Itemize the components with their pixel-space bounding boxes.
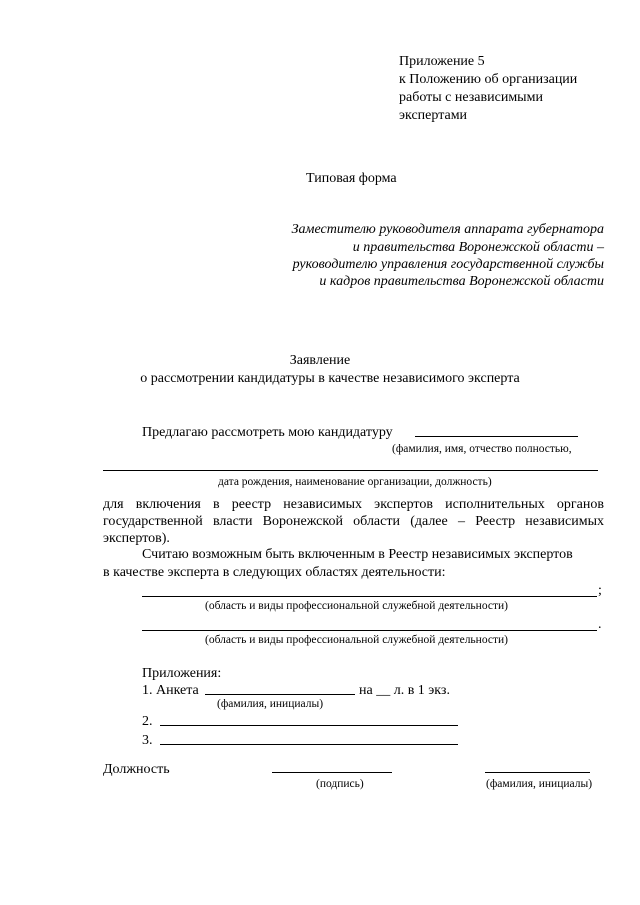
addressee-line-1: Заместителю руководителя аппарата губернатора <box>291 222 604 237</box>
fio-underline <box>415 436 578 437</box>
attachment-2-underline <box>160 725 458 726</box>
appendix-line-1: Приложение 5 <box>399 54 485 69</box>
attachment-3-underline <box>160 744 458 745</box>
addressee-line-2: и правительства Воронежской области – <box>352 240 604 255</box>
area-end-2: . <box>598 617 602 632</box>
signature-hint: (подпись) <box>316 778 364 790</box>
area-end-1: ; <box>598 583 602 598</box>
area-underline-1 <box>142 596 597 597</box>
position-label: Должность <box>103 762 170 777</box>
name-hint: (фамилия, инициалы) <box>486 778 593 790</box>
area-hint-1: (область и виды профессиональной служебной деятельности) <box>205 600 508 612</box>
attachments-heading: Приложения: <box>142 666 222 681</box>
birth-org-hint: дата рождения, наименование организации, должность) <box>218 476 492 488</box>
birth-org-underline <box>103 470 598 471</box>
document-title: Заявление <box>289 353 351 368</box>
proposal-text: Предлагаю рассмотреть мою кандидатуру <box>142 425 393 440</box>
attachment-1-underline <box>205 694 355 695</box>
document-subtitle: о рассмотрении кандидатуры в качестве независимого эксперта <box>140 371 520 386</box>
inclusion-paragraph: для включения в реестр независимых экспертов исполнительных органов государственной власти Воронежской области (далее – Реестр независимых экспертов). <box>103 497 604 546</box>
consider-line-2: в качестве эксперта в следующих областях деятельности: <box>103 565 446 580</box>
fio-hint: (фамилия, имя, отчество полностью, <box>392 443 572 455</box>
signature-underline <box>272 772 392 773</box>
area-hint-2: (область и виды профессиональной служебной деятельности) <box>205 634 508 646</box>
area-underline-2 <box>142 630 597 631</box>
addressee-line-4: и кадров правительства Воронежской области <box>319 274 604 289</box>
appendix-line-2: к Положению об организации <box>399 72 578 87</box>
attachment-3-label: 3. <box>142 733 153 748</box>
form-type: Типовая форма <box>306 171 397 186</box>
consider-line-1: Считаю возможным быть включенным в Реестр независимых экспертов <box>142 547 573 562</box>
attachment-1-hint: (фамилия, инициалы) <box>217 698 324 710</box>
appendix-line-4: экспертами <box>399 108 468 123</box>
name-underline <box>485 772 590 773</box>
attachment-1-prefix: 1. Анкета <box>142 683 199 698</box>
attachment-2-label: 2. <box>142 714 153 729</box>
attachment-1-suffix: на __ л. в 1 экз. <box>359 683 450 698</box>
addressee-line-3: руководителю управления государственной службы <box>292 257 604 272</box>
appendix-line-3: работы с независимыми <box>399 90 543 105</box>
